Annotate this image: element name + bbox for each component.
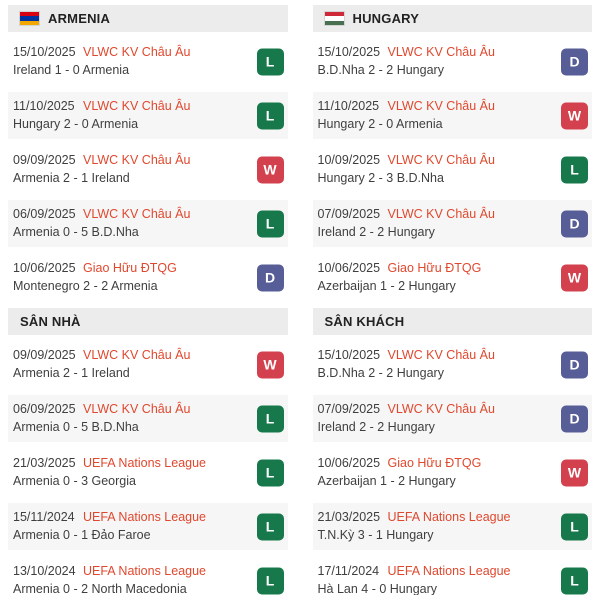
column-armenia	[8, 5, 288, 595]
competition-link[interactable]: VLWC KV Châu Âu	[83, 45, 191, 59]
match-date: 09/09/2025	[13, 348, 76, 362]
competition-link[interactable]: UEFA Nations League	[83, 456, 206, 470]
away-form-list-hungary	[313, 341, 593, 595]
competition-link[interactable]: UEFA Nations League	[83, 510, 206, 524]
match-result: B.D.Nha 2 - 2 Hungary	[317, 63, 444, 77]
match-meta	[318, 153, 557, 167]
team-name: HUNGARY	[352, 11, 420, 26]
result-badge: W	[561, 102, 588, 129]
result-badge: L	[561, 156, 588, 183]
match-result: Armenia 0 - 2 North Macedonia	[13, 582, 187, 595]
team-header-hungary	[313, 5, 593, 32]
match-meta	[13, 207, 252, 221]
competition-link[interactable]: VLWC KV Châu Âu	[83, 402, 191, 416]
match-date: 10/06/2025	[317, 261, 381, 275]
match-meta	[318, 348, 557, 362]
match-meta	[13, 45, 252, 59]
match-row[interactable]	[313, 341, 593, 388]
competition-link[interactable]: VLWC KV Châu Âu	[83, 348, 191, 362]
match-meta	[13, 99, 252, 113]
match-result: T.N.Kỳ 3 - 1 Hungary	[317, 528, 434, 542]
match-result: Armenia 0 - 5 B.D.Nha	[13, 420, 139, 434]
match-meta	[13, 348, 252, 362]
hungary-flag-icon	[325, 12, 344, 25]
match-row[interactable]	[313, 449, 593, 496]
result-badge: W	[561, 264, 588, 291]
competition-link[interactable]: VLWC KV Châu Âu	[83, 99, 191, 113]
result-badge: D	[561, 351, 588, 378]
armenia-flag-icon	[20, 12, 39, 25]
match-row[interactable]	[313, 557, 593, 595]
match-row[interactable]	[8, 146, 288, 193]
recent-form-list-armenia	[8, 38, 288, 301]
result-badge: W	[561, 459, 588, 486]
match-meta	[13, 510, 252, 524]
competition-link[interactable]: VLWC KV Châu Âu	[83, 153, 191, 167]
match-row[interactable]	[8, 449, 288, 496]
result-badge: L	[257, 405, 284, 432]
match-result: Hungary 2 - 0 Armenia	[13, 117, 139, 131]
away-section-header: SÂN KHÁCH	[313, 308, 593, 335]
match-date: 15/10/2025	[317, 45, 381, 59]
match-date: 10/06/2025	[317, 456, 381, 470]
result-badge: L	[257, 48, 284, 75]
result-badge: W	[257, 351, 284, 378]
recent-form-list-hungary	[313, 38, 593, 301]
competition-link[interactable]: Giao Hữu ĐTQG	[387, 261, 482, 275]
match-row[interactable]	[313, 38, 593, 85]
match-meta	[318, 456, 557, 470]
result-badge: D	[257, 264, 284, 291]
match-meta	[318, 99, 557, 113]
team-name: ARMENIA	[48, 11, 111, 26]
result-badge: D	[561, 405, 588, 432]
match-date: 06/09/2025	[13, 207, 76, 221]
result-badge: L	[257, 210, 284, 237]
column-hungary	[313, 5, 593, 595]
team-header-armenia	[8, 5, 288, 32]
match-result: B.D.Nha 2 - 2 Hungary	[317, 366, 444, 380]
match-meta	[13, 456, 252, 470]
match-result: Ireland 2 - 2 Hungary	[317, 420, 435, 434]
result-badge: L	[257, 102, 284, 129]
competition-link[interactable]: VLWC KV Châu Âu	[387, 153, 495, 167]
competition-link[interactable]: VLWC KV Châu Âu	[387, 99, 495, 113]
match-result: Armenia 0 - 3 Georgia	[13, 474, 136, 488]
match-meta	[318, 261, 557, 275]
match-meta	[318, 564, 557, 578]
competition-link[interactable]: VLWC KV Châu Âu	[387, 207, 495, 221]
match-date: 11/10/2025	[13, 99, 75, 113]
match-result: Ireland 2 - 2 Hungary	[317, 225, 435, 239]
match-date: 15/11/2024	[13, 510, 75, 524]
match-result: Armenia 2 - 1 Ireland	[13, 366, 130, 380]
result-badge: D	[561, 48, 588, 75]
match-meta	[13, 402, 252, 416]
competition-link[interactable]: VLWC KV Châu Âu	[387, 402, 495, 416]
result-badge: L	[561, 513, 588, 540]
match-date: 07/09/2025	[317, 207, 381, 221]
match-result: Armenia 2 - 1 Ireland	[13, 171, 130, 185]
match-row[interactable]	[8, 38, 288, 85]
match-result: Hungary 2 - 3 B.D.Nha	[317, 171, 444, 185]
competition-link[interactable]: VLWC KV Châu Âu	[83, 207, 191, 221]
match-date: 15/10/2025	[317, 348, 381, 362]
match-date: 15/10/2025	[13, 45, 76, 59]
match-date: 06/09/2025	[13, 402, 76, 416]
match-row[interactable]	[313, 146, 593, 193]
match-date: 09/09/2025	[13, 153, 76, 167]
match-row[interactable]	[8, 557, 288, 595]
result-badge: L	[561, 567, 588, 594]
result-badge: D	[561, 210, 588, 237]
match-date: 21/03/2025	[317, 510, 381, 524]
competition-link[interactable]: VLWC KV Châu Âu	[387, 45, 495, 59]
match-meta	[13, 261, 252, 275]
competition-link[interactable]: UEFA Nations League	[387, 510, 511, 524]
competition-link[interactable]: UEFA Nations League	[83, 564, 206, 578]
result-badge: L	[257, 459, 284, 486]
match-row[interactable]	[8, 200, 288, 247]
match-date: 10/09/2025	[317, 153, 381, 167]
home-form-list-armenia	[8, 341, 288, 595]
match-result: Hungary 2 - 0 Armenia	[317, 117, 443, 131]
match-row[interactable]	[313, 200, 593, 247]
competition-link[interactable]: VLWC KV Châu Âu	[387, 348, 495, 362]
match-row[interactable]	[8, 92, 288, 139]
match-row[interactable]	[313, 503, 593, 550]
match-meta	[318, 45, 557, 59]
match-meta	[318, 207, 557, 221]
competition-link[interactable]: Giao Hữu ĐTQG	[387, 456, 482, 470]
match-result: Armenia 0 - 1 Đảo Faroe	[13, 528, 151, 542]
match-date: 17/11/2024	[317, 564, 380, 578]
match-date: 10/06/2025	[13, 261, 76, 275]
match-date: 21/03/2025	[13, 456, 76, 470]
match-row[interactable]	[313, 254, 593, 301]
match-date: 07/09/2025	[317, 402, 381, 416]
result-badge: L	[257, 567, 284, 594]
match-row[interactable]	[313, 92, 593, 139]
match-row[interactable]	[313, 395, 593, 442]
match-row[interactable]	[8, 254, 288, 301]
match-row[interactable]	[8, 503, 288, 550]
match-result: Azerbaijan 1 - 2 Hungary	[317, 474, 456, 488]
match-result: Hà Lan 4 - 0 Hungary	[317, 582, 438, 595]
competition-link[interactable]: UEFA Nations League	[387, 564, 511, 578]
match-row[interactable]	[8, 341, 288, 388]
match-meta	[318, 402, 557, 416]
result-badge: L	[257, 513, 284, 540]
match-row[interactable]	[8, 395, 288, 442]
match-meta	[13, 564, 252, 578]
home-section-header: SÂN NHÀ	[8, 308, 288, 335]
competition-link[interactable]: Giao Hữu ĐTQG	[83, 261, 177, 275]
match-meta	[13, 153, 252, 167]
match-meta	[318, 510, 557, 524]
result-badge: W	[257, 156, 284, 183]
match-result: Montenegro 2 - 2 Armenia	[13, 279, 158, 293]
match-date: 11/10/2025	[317, 99, 380, 113]
match-date: 13/10/2024	[13, 564, 76, 578]
match-result: Azerbaijan 1 - 2 Hungary	[317, 279, 456, 293]
match-result: Ireland 1 - 0 Armenia	[13, 63, 130, 77]
match-result: Armenia 0 - 5 B.D.Nha	[13, 225, 139, 239]
